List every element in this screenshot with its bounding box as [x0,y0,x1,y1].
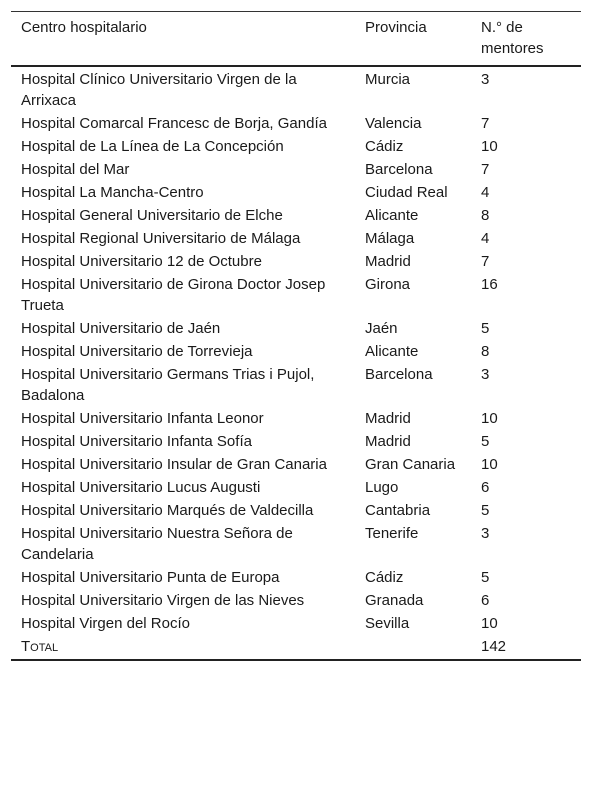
total-label: Total [21,638,59,655]
cell-mentors: 10 [481,615,498,632]
table-row [11,430,581,453]
cell-hospital: Hospital Universitario Infanta Leonor [21,410,264,427]
cell-province: Girona [365,276,411,293]
cell-mentors: 3 [481,71,490,88]
table-row [11,340,581,363]
table-row [11,522,581,566]
cell-province: Madrid [365,410,411,427]
table-row [11,66,581,112]
cell-hospital: Hospital Universitario Virgen de las Nieves [21,592,305,609]
cell-province: Barcelona [365,366,433,383]
header-hospital: Centro hospitalario [21,19,147,36]
table-row [11,566,581,589]
cell-hospital: Hospital Comarcal Francesc de Borja, Gandía [21,115,327,132]
cell-hospital: Hospital Universitario 12 de Octubre [21,253,262,270]
cell-hospital: Hospital La Mancha-Centro [21,184,204,201]
cell-mentors: 6 [481,592,490,609]
cell-hospital: Hospital Virgen del Rocío [21,615,190,632]
cell-province: Cádiz [365,138,404,155]
cell-province: Alicante [365,207,419,224]
cell-mentors: 5 [481,320,490,337]
cell-mentors: 6 [481,479,490,496]
table-row [11,453,581,476]
cell-mentors: 5 [481,502,490,519]
cell-hospital: Hospital Universitario Germans Trias i Pujol, Badalona [21,366,315,404]
cell-province: Valencia [365,115,422,132]
cell-mentors: 7 [481,161,490,178]
cell-province: Sevilla [365,615,410,632]
cell-mentors: 10 [481,138,498,155]
header-mentors: N.° de mentores [481,19,544,57]
table-row [11,181,581,204]
total-row [11,635,581,660]
cell-mentors: 16 [481,276,498,293]
table-row [11,250,581,273]
table-row [11,204,581,227]
table-row [11,407,581,430]
cell-hospital: Hospital Universitario Marqués de Valdecilla [21,502,314,519]
cell-province: Cádiz [365,569,404,586]
table-row [11,499,581,522]
header-province: Provincia [365,19,427,36]
cell-province: Madrid [365,253,411,270]
cell-mentors: 8 [481,207,490,224]
total-value: 142 [481,638,507,655]
cell-hospital: Hospital Universitario Lucus Augusti [21,479,261,496]
mentors-table-container [11,11,581,661]
cell-hospital: Hospital Regional Universitario de Málaga [21,230,301,247]
cell-mentors: 10 [481,456,498,473]
cell-hospital: Hospital Universitario Insular de Gran Canaria [21,456,327,473]
cell-province: Tenerife [365,525,419,542]
cell-province: Murcia [365,71,411,88]
table-row [11,612,581,635]
cell-mentors: 7 [481,115,490,132]
cell-mentors: 3 [481,525,490,542]
cell-mentors: 10 [481,410,498,427]
cell-province: Jaén [365,320,398,337]
cell-mentors: 4 [481,184,490,201]
table-row [11,112,581,135]
cell-mentors: 7 [481,253,490,270]
cell-mentors: 8 [481,343,490,360]
table-row [11,363,581,407]
cell-hospital: Hospital Clínico Universitario Virgen de la Arrixaca [21,71,297,109]
cell-mentors: 5 [481,433,490,450]
table-row [11,476,581,499]
cell-hospital: Hospital del Mar [21,161,130,178]
cell-hospital: Hospital Universitario de Torrevieja [21,343,253,360]
table-header [11,12,581,67]
table-row [11,135,581,158]
cell-province: Alicante [365,343,419,360]
header-row [11,12,581,67]
table-row [11,227,581,250]
cell-province: Gran Canaria [365,456,456,473]
table-row [11,317,581,340]
cell-hospital: Hospital General Universitario de Elche [21,207,283,224]
cell-hospital: Hospital de La Línea de La Concepción [21,138,284,155]
cell-hospital: Hospital Universitario Nuestra Señora de Candelaria [21,525,293,563]
cell-hospital: Hospital Universitario de Jaén [21,320,221,337]
cell-province: Ciudad Real [365,184,448,201]
table-row [11,589,581,612]
table-row [11,273,581,317]
cell-province: Lugo [365,479,399,496]
cell-province: Granada [365,592,424,609]
cell-province: Málaga [365,230,415,247]
cell-province: Barcelona [365,161,433,178]
table-body [11,66,581,660]
cell-province: Madrid [365,433,411,450]
cell-mentors: 5 [481,569,490,586]
total-province [355,635,471,660]
cell-hospital: Hospital Universitario Punta de Europa [21,569,280,586]
cell-mentors: 3 [481,366,490,383]
cell-province: Cantabria [365,502,431,519]
table-row [11,158,581,181]
cell-mentors: 4 [481,230,490,247]
cell-hospital: Hospital Universitario de Girona Doctor Josep Trueta [21,276,326,314]
mentors-table [11,11,581,661]
cell-hospital: Hospital Universitario Infanta Sofía [21,433,252,450]
